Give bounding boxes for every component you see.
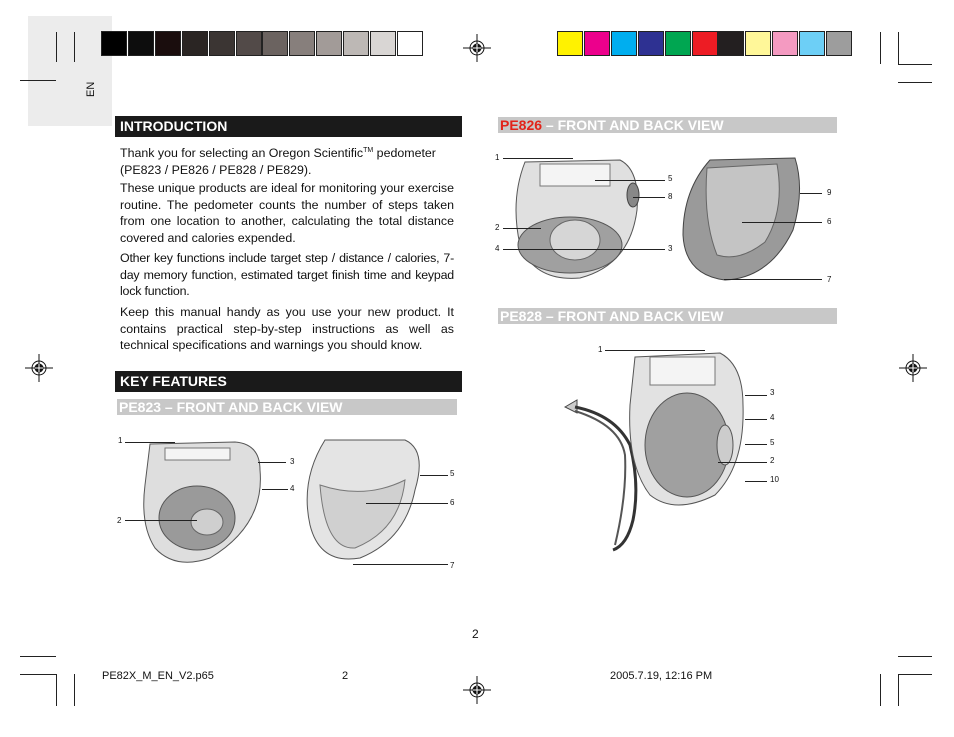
color-swatch xyxy=(745,31,771,56)
registration-mark-icon xyxy=(463,676,491,704)
callout-line xyxy=(503,249,665,250)
callout-line xyxy=(745,395,767,396)
pe826-label-2: 2 xyxy=(495,223,500,232)
crop-mark xyxy=(880,32,881,64)
color-swatch xyxy=(692,31,718,56)
color-swatch xyxy=(584,31,610,56)
pe823-label-1: 1 xyxy=(118,436,123,445)
callout-line xyxy=(366,503,448,504)
callout-line xyxy=(595,180,665,181)
color-swatch xyxy=(370,31,396,56)
pe826-label-8: 8 xyxy=(668,192,673,201)
pe823-label-6: 6 xyxy=(450,498,455,507)
pe826-illustration xyxy=(495,150,845,290)
footer-filename: PE82X_M_EN_V2.p65 xyxy=(102,670,214,682)
callout-line xyxy=(125,520,197,521)
callout-line xyxy=(353,564,448,565)
language-label: EN xyxy=(85,81,97,97)
pe828-label-10: 10 xyxy=(770,475,779,484)
pe823-label-4: 4 xyxy=(290,484,295,493)
pe828-label-4: 4 xyxy=(770,413,775,422)
intro-paragraph-1: Thank you for selecting an Oregon Scientific™ pedometer (PE823 / PE826 / PE828 / PE829). xyxy=(120,146,436,177)
color-swatch xyxy=(611,31,637,56)
pe823-label-3: 3 xyxy=(290,457,295,466)
crop-mark xyxy=(880,674,881,706)
pe828-label-3: 3 xyxy=(770,388,775,397)
color-swatch xyxy=(262,31,288,56)
crop-mark xyxy=(74,674,75,706)
pe826-label-5: 5 xyxy=(668,174,673,183)
callout-line xyxy=(724,279,822,280)
callout-line xyxy=(262,489,288,490)
pe826-label-4: 4 xyxy=(495,244,500,253)
color-swatch xyxy=(101,31,127,56)
callout-line xyxy=(742,222,822,223)
callout-line xyxy=(745,444,767,445)
callout-line xyxy=(633,197,665,198)
pe826-label-7: 7 xyxy=(827,275,832,284)
color-swatch xyxy=(557,31,583,56)
crop-mark xyxy=(898,674,899,706)
crop-mark xyxy=(20,674,56,675)
pe828-label-2: 2 xyxy=(770,456,775,465)
intro-paragraph-3: Other key functions include target step / distance / calories, 7-day memory function, estimated target finish time and keypad lock function. xyxy=(120,251,454,298)
crop-mark xyxy=(898,674,932,675)
registration-mark-icon xyxy=(899,354,927,382)
pe826-label-6: 6 xyxy=(827,217,832,226)
crop-mark xyxy=(56,674,57,706)
crop-mark xyxy=(20,656,56,657)
color-swatch xyxy=(397,31,423,56)
pe826-heading: PE826 – FRONT AND BACK VIEW xyxy=(498,117,837,133)
crop-mark xyxy=(898,82,932,83)
pe826-label-3: 3 xyxy=(668,244,673,253)
color-swatch xyxy=(665,31,691,56)
crop-mark xyxy=(74,32,75,62)
pe828-illustration xyxy=(545,345,795,555)
pe826-label-9: 9 xyxy=(827,188,832,197)
crop-mark xyxy=(898,32,899,64)
color-swatch xyxy=(826,31,852,56)
callout-line xyxy=(503,158,573,159)
color-swatch xyxy=(316,31,342,56)
pe828-label-1: 1 xyxy=(598,345,603,354)
callout-line xyxy=(718,462,767,463)
callout-line xyxy=(125,442,175,443)
color-swatch xyxy=(289,31,315,56)
intro-paragraph-4: Keep this manual handy as you use your new product. It contains practical step-by-step instructions as well as technical specifications and warnings you should know. xyxy=(120,305,454,352)
crop-mark xyxy=(898,656,932,657)
registration-mark-icon xyxy=(463,34,491,62)
callout-line xyxy=(800,193,822,194)
color-swatch xyxy=(718,31,744,56)
introduction-heading: INTRODUCTION xyxy=(115,116,462,137)
pe823-label-5: 5 xyxy=(450,469,455,478)
color-swatch xyxy=(799,31,825,56)
color-swatch xyxy=(182,31,208,56)
key-features-heading: KEY FEATURES xyxy=(115,371,462,392)
crop-mark xyxy=(56,32,57,62)
callout-line xyxy=(745,481,767,482)
color-swatch xyxy=(638,31,664,56)
pe828-label-5: 5 xyxy=(770,438,775,447)
pe826-label-1: 1 xyxy=(495,153,500,162)
crop-mark xyxy=(20,80,56,81)
crop-mark xyxy=(898,64,932,65)
callout-line xyxy=(258,462,286,463)
color-swatch xyxy=(209,31,235,56)
callout-line xyxy=(605,350,705,351)
color-swatch xyxy=(343,31,369,56)
color-swatch xyxy=(155,31,181,56)
callout-line xyxy=(503,228,541,229)
footer-page: 2 xyxy=(342,670,349,682)
page-number: 2 xyxy=(472,627,479,641)
color-swatch xyxy=(236,31,262,56)
pe823-label-2: 2 xyxy=(117,516,122,525)
pe823-label-7: 7 xyxy=(450,561,455,570)
registration-mark-icon xyxy=(25,354,53,382)
pe828-heading: PE828 – FRONT AND BACK VIEW xyxy=(498,308,837,324)
language-tab xyxy=(28,16,112,126)
pe823-heading: PE823 – FRONT AND BACK VIEW xyxy=(117,399,457,415)
intro-paragraph-2: These unique products are ideal for monitoring your exercise routine. The pedometer counts the number of steps taken from one location to another, calculating the total distance covered and calories expended. xyxy=(120,181,454,245)
color-swatch xyxy=(772,31,798,56)
callout-line xyxy=(745,419,767,420)
callout-line xyxy=(420,475,448,476)
footer-date: 2005.7.19, 12:16 PM xyxy=(610,670,713,682)
color-swatch xyxy=(128,31,154,56)
